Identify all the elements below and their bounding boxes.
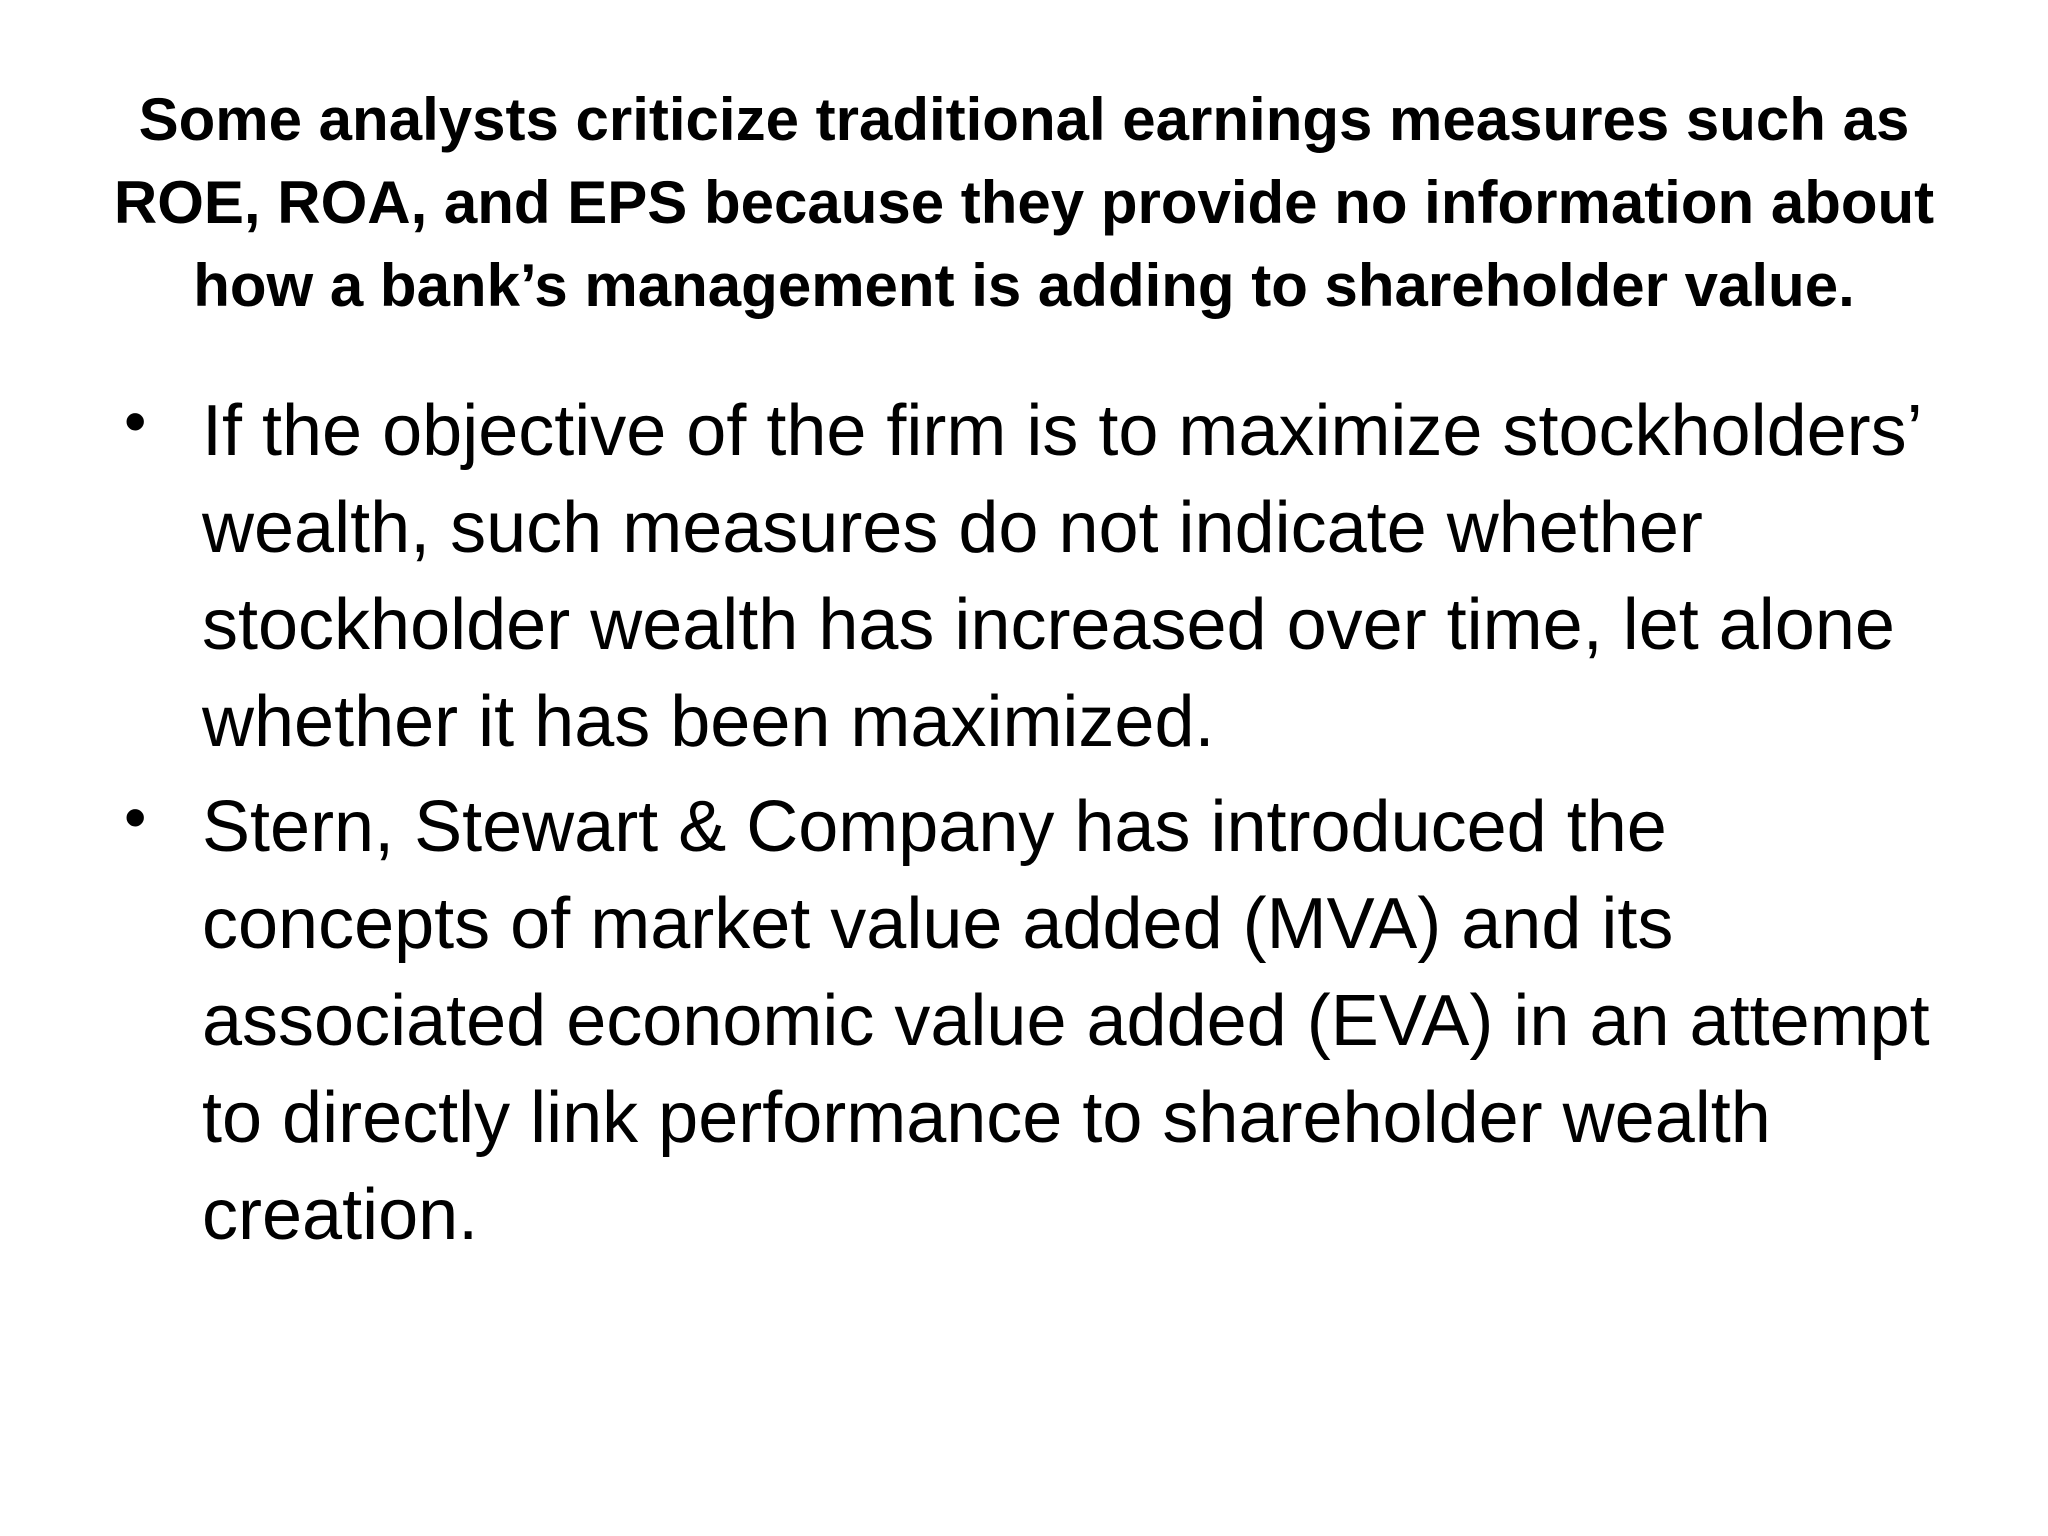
bullet-text: If the objective of the firm is to maximize stockholders’ wealth, such measures do not indicate whether stockholder wealth has increased over time, let alone whether it has been maximized. [202, 391, 1920, 762]
bullet-text: Stern, Stewart & Company has introduced the concepts of market value added (MVA) and its associated economic value added (EVA) in an attempt to directly link performance to shareholder wealth creation. [202, 787, 1930, 1255]
bullet-item [122, 383, 1942, 771]
bullet-item [122, 779, 1942, 1264]
bullet-icon: • [124, 781, 147, 853]
slide-title: Some analysts criticize traditional earnings measures such as ROE, ROA, and EPS because they provide no information about how a bank’s management is adding to shareholder value. [113, 86, 1935, 319]
bullet-icon: • [124, 385, 147, 457]
bullet-list [122, 383, 1942, 1272]
